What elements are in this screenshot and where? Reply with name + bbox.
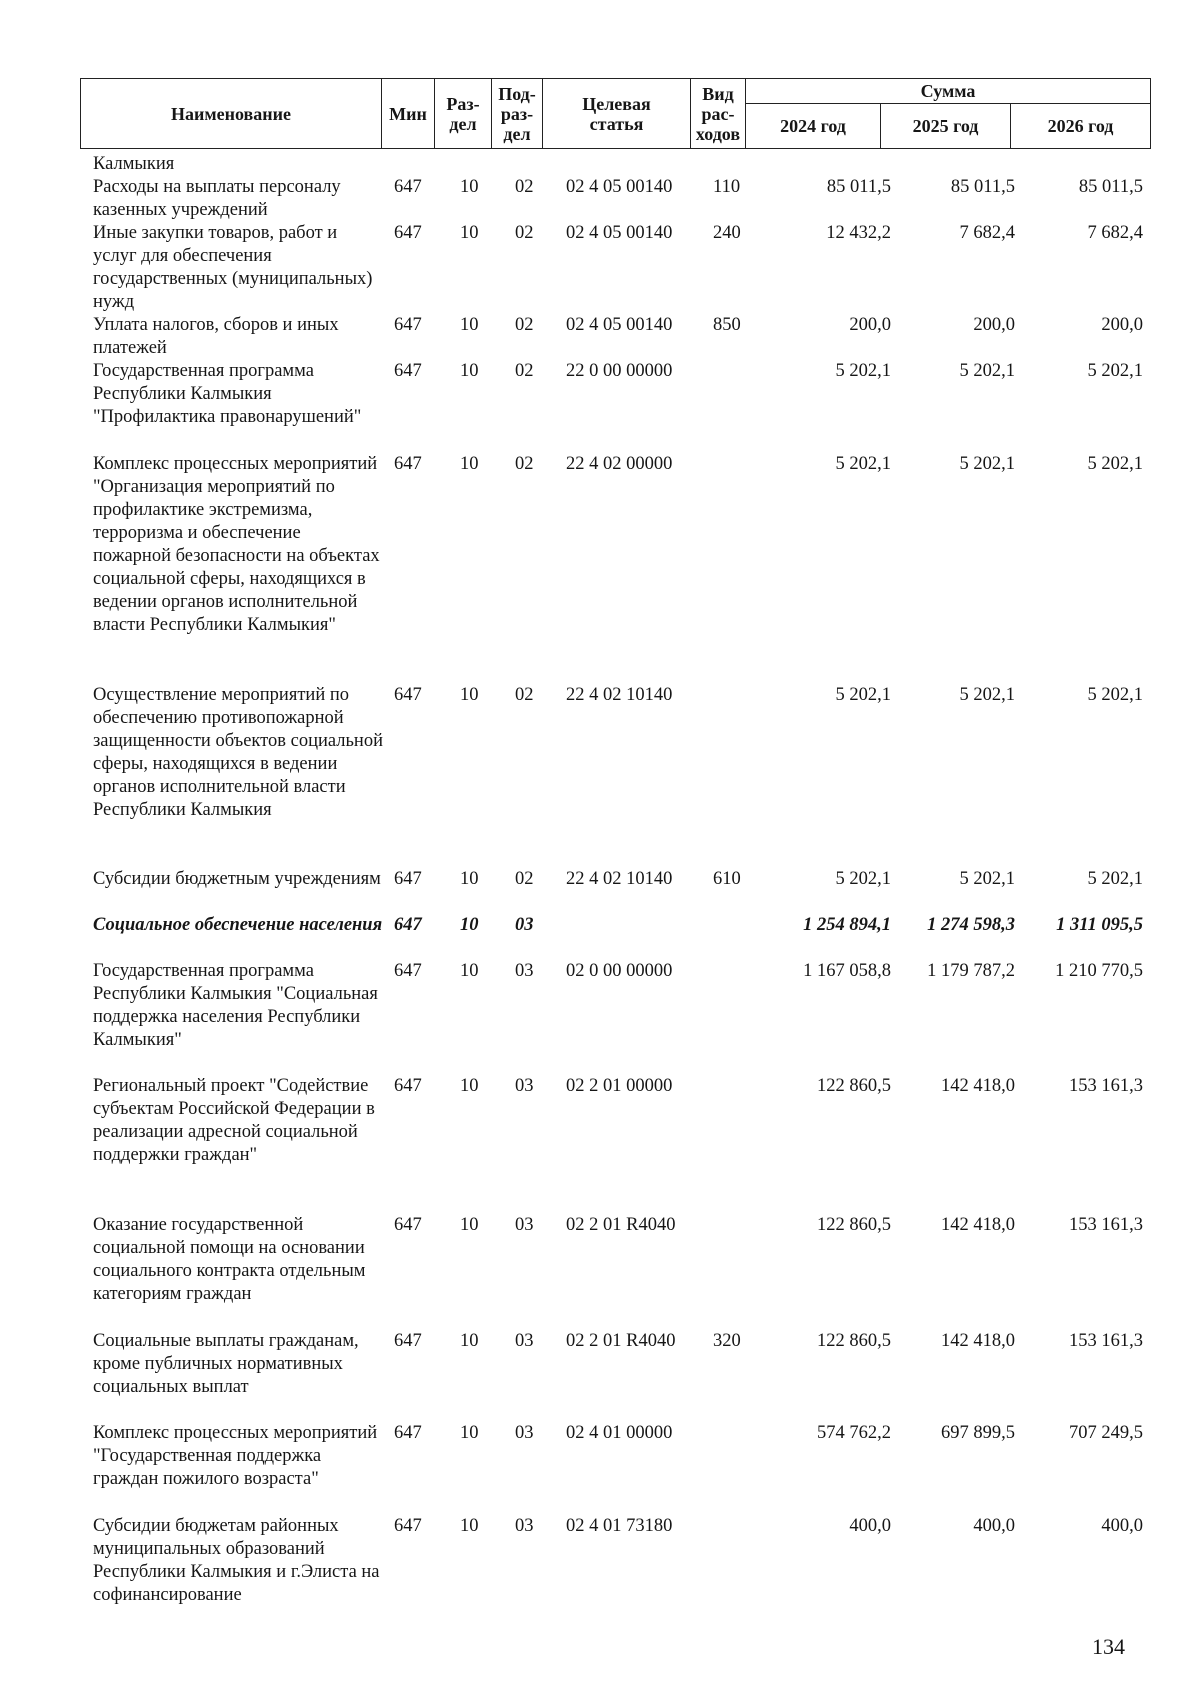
header-razdel: Раз- дел [435, 79, 492, 148]
row-name: Государственная программа Республики Калмыкия "Социальная поддержка населения Республики Калмыкия" [93, 961, 378, 1050]
row-sum-2026: 85 011,5 [1078, 177, 1143, 197]
row-razdel: 10 [460, 1076, 479, 1096]
row-podrazdel: 02 [515, 315, 534, 335]
header-podrazdel: Под- раз- дел [492, 79, 543, 148]
header-tselevaya-statya: Целевая статья [543, 79, 691, 148]
row-razdel: 10 [460, 177, 479, 197]
row-razdel: 10 [460, 1423, 479, 1443]
row-sum-2025: 142 418,0 [941, 1331, 1015, 1351]
row-name: Региональный проект "Содействие субъектам Российской Федерации в реализации адресной социальной поддержки граждан" [93, 1076, 375, 1165]
row-sum-2024: 200,0 [849, 315, 891, 335]
row-sum-2024: 400,0 [849, 1516, 891, 1536]
row-razdel: 10 [460, 961, 479, 981]
row-min: 647 [394, 361, 422, 381]
row-sum-2025: 1 179 787,2 [927, 961, 1015, 981]
row-tselevaya-statya: 22 4 02 00000 [566, 454, 673, 474]
header-min: Мин [382, 79, 435, 148]
row-sum-2026: 5 202,1 [1087, 454, 1143, 474]
row-min: 647 [394, 315, 422, 335]
row-sum-2024: 5 202,1 [835, 869, 891, 889]
row-sum-2026: 5 202,1 [1087, 869, 1143, 889]
row-sum-2026: 200,0 [1101, 315, 1143, 335]
row-name: Государственная программа Республики Калмыкия "Профилактика правонарушений" [93, 361, 362, 427]
row-podrazdel: 03 [515, 961, 534, 981]
row-min: 647 [394, 177, 422, 197]
row-min: 647 [394, 454, 422, 474]
row-min: 647 [394, 1215, 422, 1235]
row-name: Осуществление мероприятий по обеспечению противопожарной защищенности объектов социальной сферы, находящихся в ведении органов исполнительной власти Республики Калмыкия [93, 685, 383, 820]
row-min: 647 [394, 1516, 422, 1536]
row-sum-2026: 153 161,3 [1069, 1331, 1143, 1351]
row-sum-2025: 5 202,1 [959, 869, 1015, 889]
row-sum-2025: 142 418,0 [941, 1215, 1015, 1235]
row-sum-2024: 5 202,1 [835, 454, 891, 474]
row-sum-2024: 122 860,5 [817, 1331, 891, 1351]
row-tselevaya-statya: 02 4 05 00140 [566, 315, 673, 335]
row-name: Социальные выплаты гражданам, кроме публичных нормативных социальных выплат [93, 1331, 359, 1397]
row-sum-2025: 5 202,1 [959, 454, 1015, 474]
header-year-2025: 2025 год [881, 104, 1011, 148]
page-number: 134 [1092, 1634, 1125, 1659]
row-vid-rashodov: 850 [713, 315, 741, 335]
row-podrazdel: 02 [515, 454, 534, 474]
row-name: Комплекс процессных мероприятий "Государственная поддержка граждан пожилого возраста" [93, 1423, 378, 1489]
row-sum-2026: 1 311 095,5 [1056, 915, 1143, 935]
row-razdel: 10 [460, 1516, 479, 1536]
row-sum-2024: 5 202,1 [835, 361, 891, 381]
row-podrazdel: 03 [515, 915, 534, 935]
row-min: 647 [394, 223, 422, 243]
row-sum-2025: 85 011,5 [950, 177, 1015, 197]
row-podrazdel: 03 [515, 1423, 534, 1443]
row-sum-2025: 5 202,1 [959, 685, 1015, 705]
row-tselevaya-statya: 02 2 01 R4040 [566, 1331, 676, 1351]
row-vid-rashodov: 320 [713, 1331, 741, 1351]
row-podrazdel: 02 [515, 361, 534, 381]
row-tselevaya-statya: 02 2 01 00000 [566, 1076, 673, 1096]
row-name: Уплата налогов, сборов и иных платежей [93, 315, 339, 358]
row-podrazdel: 02 [515, 177, 534, 197]
row-sum-2025: 1 274 598,3 [927, 915, 1015, 935]
header-year-2024: 2024 год [746, 104, 881, 148]
row-sum-2026: 153 161,3 [1069, 1076, 1143, 1096]
row-sum-2026: 7 682,4 [1087, 223, 1143, 243]
row-sum-2026: 5 202,1 [1087, 361, 1143, 381]
row-name: Социальное обеспечение населения [93, 915, 383, 935]
row-podrazdel: 02 [515, 869, 534, 889]
row-tselevaya-statya: 02 4 05 00140 [566, 223, 673, 243]
row-sum-2026: 707 249,5 [1069, 1423, 1143, 1443]
header-summa: Сумма [746, 79, 1150, 104]
header-name: Наименование [81, 79, 382, 148]
row-name: Субсидии бюджетам районных муниципальных образований Республики Калмыкия и г.Элиста на софинансирование [93, 1516, 380, 1605]
header-vid-rashodov: Вид рас- ходов [691, 79, 746, 148]
row-tselevaya-statya: 02 4 01 00000 [566, 1423, 673, 1443]
row-vid-rashodov: 110 [713, 177, 741, 197]
row-min: 647 [394, 1423, 422, 1443]
row-sum-2026: 400,0 [1101, 1516, 1143, 1536]
row-podrazdel: 02 [515, 685, 534, 705]
row-sum-2024: 1 254 894,1 [803, 915, 891, 935]
row-razdel: 10 [460, 1331, 479, 1351]
row-min: 647 [394, 685, 422, 705]
row-tselevaya-statya: 22 4 02 10140 [566, 869, 673, 889]
row-razdel: 10 [460, 315, 479, 335]
row-sum-2024: 5 202,1 [835, 685, 891, 705]
row-sum-2026: 153 161,3 [1069, 1215, 1143, 1235]
row-sum-2025: 5 202,1 [959, 361, 1015, 381]
row-sum-2026: 5 202,1 [1087, 685, 1143, 705]
row-sum-2025: 200,0 [973, 315, 1015, 335]
row-razdel: 10 [460, 1215, 479, 1235]
row-vid-rashodov: 240 [713, 223, 741, 243]
row-name: Калмыкия [93, 154, 175, 174]
row-razdel: 10 [460, 454, 479, 474]
row-name: Комплекс процессных мероприятий "Организация мероприятий по профилактике экстремизма, терроризма и обеспечение пожарной безопасности на объектах социальной сферы, находящихся в ведении органов исполнительной власти Республики Калмыкия" [93, 454, 380, 635]
row-razdel: 10 [460, 915, 479, 935]
row-tselevaya-statya: 02 4 01 73180 [566, 1516, 673, 1536]
row-min: 647 [394, 869, 422, 889]
row-razdel: 10 [460, 869, 479, 889]
row-tselevaya-statya: 02 0 00 00000 [566, 961, 673, 981]
row-podrazdel: 03 [515, 1215, 534, 1235]
row-sum-2025: 400,0 [973, 1516, 1015, 1536]
row-min: 647 [394, 1076, 422, 1096]
row-name: Субсидии бюджетным учреждениям [93, 869, 381, 889]
header-year-2026: 2026 год [1047, 115, 1114, 136]
row-podrazdel: 02 [515, 223, 534, 243]
row-sum-2024: 85 011,5 [826, 177, 891, 197]
row-name: Иные закупки товаров, работ и услуг для обеспечения государственных (муниципальных) нужд [93, 223, 373, 312]
row-razdel: 10 [460, 223, 479, 243]
row-sum-2024: 122 860,5 [817, 1076, 891, 1096]
row-vid-rashodov: 610 [713, 869, 741, 889]
row-sum-2024: 1 167 058,8 [803, 961, 891, 981]
row-sum-2024: 574 762,2 [817, 1423, 891, 1443]
row-sum-2024: 122 860,5 [817, 1215, 891, 1235]
row-sum-2024: 12 432,2 [826, 223, 891, 243]
row-tselevaya-statya: 22 0 00 00000 [566, 361, 673, 381]
row-sum-2025: 7 682,4 [959, 223, 1015, 243]
row-podrazdel: 03 [515, 1331, 534, 1351]
table-header [80, 78, 1151, 149]
row-podrazdel: 03 [515, 1076, 534, 1096]
row-min: 647 [394, 915, 422, 935]
row-min: 647 [394, 1331, 422, 1351]
row-razdel: 10 [460, 685, 479, 705]
row-sum-2026: 1 210 770,5 [1055, 961, 1143, 981]
row-tselevaya-statya: 02 2 01 R4040 [566, 1215, 676, 1235]
row-name: Оказание государственной социальной помощи на основании социального контракта отдельным категориям граждан [93, 1215, 366, 1304]
row-tselevaya-statya: 22 4 02 10140 [566, 685, 673, 705]
row-tselevaya-statya: 02 4 05 00140 [566, 177, 673, 197]
row-min: 647 [394, 961, 422, 981]
row-name: Расходы на выплаты персоналу казенных учреждений [93, 177, 341, 220]
row-sum-2025: 142 418,0 [941, 1076, 1015, 1096]
row-podrazdel: 03 [515, 1516, 534, 1536]
row-sum-2025: 697 899,5 [941, 1423, 1015, 1443]
row-razdel: 10 [460, 361, 479, 381]
